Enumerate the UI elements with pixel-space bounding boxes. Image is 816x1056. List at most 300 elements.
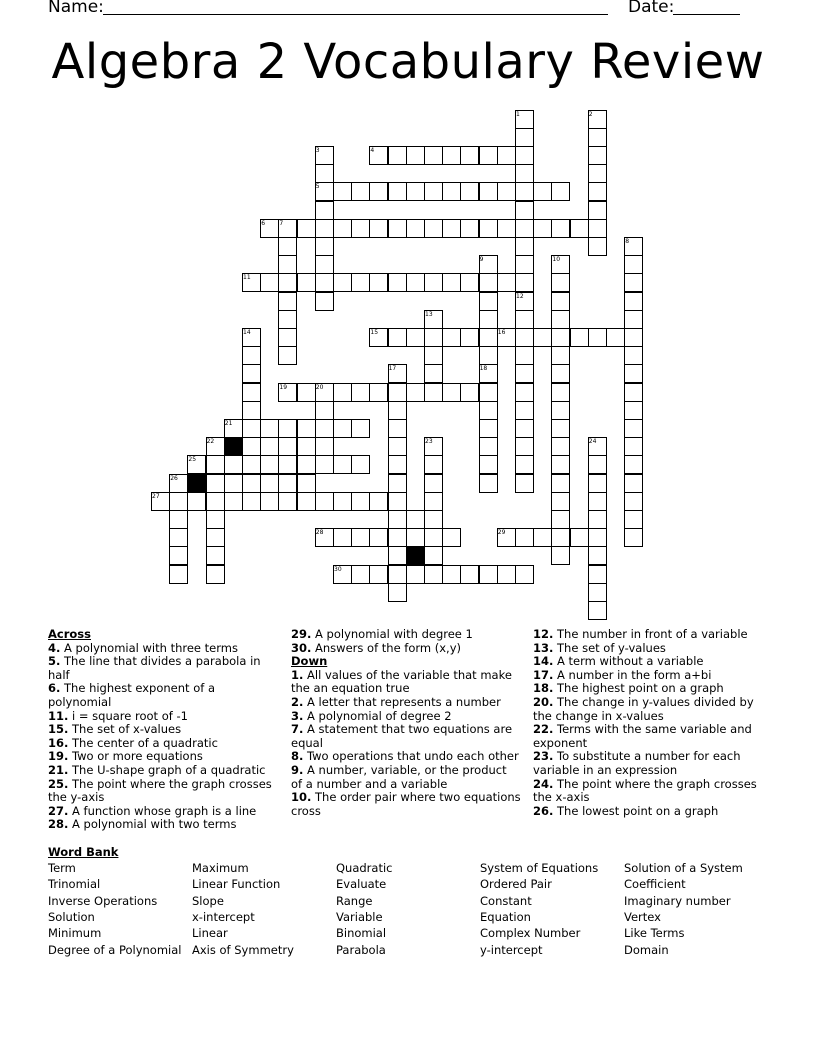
grid-cell[interactable] (497, 565, 516, 584)
grid-cell[interactable] (551, 528, 570, 547)
grid-cell[interactable] (187, 492, 206, 511)
grid-cell[interactable] (388, 565, 407, 584)
grid-cell[interactable] (369, 383, 388, 402)
grid-cell[interactable] (424, 383, 443, 402)
grid-cell[interactable] (333, 528, 352, 547)
grid-cell[interactable] (515, 474, 534, 493)
grid-cell[interactable] (242, 383, 261, 402)
grid-cell[interactable] (278, 346, 297, 365)
grid-cell[interactable] (315, 273, 334, 292)
grid-cell[interactable] (515, 383, 534, 402)
down-clue (533, 750, 758, 777)
grid-cell[interactable] (479, 455, 498, 474)
clue-number-18: 18 (479, 365, 488, 373)
grid-cell[interactable] (315, 164, 334, 183)
grid-cell[interactable] (442, 273, 461, 292)
grid-cell[interactable] (624, 255, 643, 274)
grid-cell[interactable] (406, 565, 425, 584)
clue-number: 3. (291, 708, 304, 723)
grid-cell[interactable] (351, 182, 370, 201)
grid-cell[interactable] (533, 182, 552, 201)
grid-cell[interactable] (369, 492, 388, 511)
grid-cell[interactable] (424, 273, 443, 292)
grid-cell[interactable] (169, 510, 188, 529)
grid-cell[interactable] (369, 528, 388, 547)
grid-cell[interactable] (278, 492, 297, 511)
grid-cell[interactable] (551, 474, 570, 493)
grid-cell[interactable] (551, 492, 570, 511)
clue-number-28: 28 (315, 529, 324, 537)
grid-cell[interactable] (624, 419, 643, 438)
grid-cell[interactable] (515, 528, 534, 547)
grid-cell[interactable] (388, 492, 407, 511)
clue-number-4: 4 (370, 146, 375, 154)
grid-cell[interactable] (260, 437, 279, 456)
grid-cell[interactable] (570, 528, 589, 547)
word-bank-item: Maximum (192, 861, 249, 875)
grid-cell[interactable] (297, 474, 316, 493)
grid-cell[interactable] (588, 583, 607, 602)
clue-text: The set of y-values (553, 640, 666, 655)
grid-cell[interactable] (242, 419, 261, 438)
grid-cell[interactable] (497, 219, 516, 238)
grid-cell[interactable] (606, 328, 625, 347)
clues-column-2 (291, 628, 521, 818)
word-bank-item: Complex Number (480, 926, 581, 941)
grid-cell[interactable] (588, 474, 607, 493)
grid-cell[interactable] (278, 292, 297, 311)
grid-cell[interactable] (515, 328, 534, 347)
grid-cell[interactable] (588, 492, 607, 511)
grid-cell[interactable] (624, 383, 643, 402)
grid-cell[interactable] (551, 401, 570, 420)
grid-cell[interactable] (297, 455, 316, 474)
grid-cell[interactable] (515, 237, 534, 256)
grid-cell[interactable] (624, 455, 643, 474)
grid-cell[interactable] (624, 273, 643, 292)
word-bank-item: Linear Function (192, 877, 281, 892)
grid-cell[interactable] (315, 419, 334, 438)
grid-cell[interactable] (479, 437, 498, 456)
grid-cell[interactable] (588, 528, 607, 547)
clue-number: 20. (533, 694, 554, 709)
grid-cell[interactable] (278, 273, 297, 292)
grid-cell[interactable] (278, 419, 297, 438)
grid-cell[interactable] (515, 565, 534, 584)
clue-text: The highest exponent of a polynomial (48, 681, 215, 709)
grid-cell[interactable] (624, 346, 643, 365)
grid-cell[interactable] (588, 128, 607, 147)
grid-cell[interactable] (624, 310, 643, 329)
grid-cell[interactable] (460, 565, 479, 584)
grid-cell[interactable] (351, 219, 370, 238)
word-bank-item: Term (48, 861, 76, 875)
grid-cell[interactable] (515, 128, 534, 147)
grid-cell[interactable] (206, 546, 225, 565)
grid-cell[interactable] (351, 419, 370, 438)
grid-cell[interactable] (333, 219, 352, 238)
grid-cell[interactable] (515, 364, 534, 383)
grid-cell[interactable] (424, 492, 443, 511)
grid-cell[interactable] (333, 419, 352, 438)
grid-cell[interactable] (442, 182, 461, 201)
grid-cell[interactable] (479, 565, 498, 584)
grid-cell[interactable] (406, 146, 425, 165)
grid-cell[interactable] (278, 474, 297, 493)
grid-cell[interactable] (551, 273, 570, 292)
grid-cell[interactable] (278, 437, 297, 456)
grid-cell[interactable] (551, 437, 570, 456)
grid-cell[interactable] (388, 546, 407, 565)
grid-cell[interactable] (242, 346, 261, 365)
grid-cell[interactable] (479, 310, 498, 329)
grid-cell[interactable] (315, 237, 334, 256)
grid-cell[interactable] (333, 273, 352, 292)
across-clue (48, 818, 273, 832)
grid-cell[interactable] (624, 528, 643, 547)
grid-cell[interactable] (388, 455, 407, 474)
grid-cell[interactable] (224, 455, 243, 474)
grid-cell[interactable] (297, 492, 316, 511)
grid-cell[interactable] (588, 546, 607, 565)
grid-cell[interactable] (624, 292, 643, 311)
clue-number: 4. (48, 640, 61, 655)
grid-cell[interactable] (388, 528, 407, 547)
grid-cell[interactable] (369, 182, 388, 201)
word-bank-item: Vertex (624, 909, 661, 924)
grid-cell[interactable] (406, 328, 425, 347)
grid-cell[interactable] (588, 146, 607, 165)
grid-cell[interactable] (497, 182, 516, 201)
grid-cell[interactable] (388, 328, 407, 347)
grid-cell[interactable] (242, 474, 261, 493)
grid-cell[interactable] (297, 273, 316, 292)
clue-number: 24. (533, 776, 554, 791)
grid-cell[interactable] (551, 310, 570, 329)
grid-cell[interactable] (624, 364, 643, 383)
grid-cell[interactable] (424, 455, 443, 474)
clue-text: To substitute a number for each variable in an expression (533, 749, 741, 777)
grid-cell[interactable] (624, 328, 643, 347)
grid-cell[interactable] (315, 492, 334, 511)
grid-cell[interactable] (515, 273, 534, 292)
grid-cell[interactable] (479, 346, 498, 365)
grid-cell[interactable] (369, 219, 388, 238)
grid-cell[interactable] (515, 255, 534, 274)
grid-cell[interactable] (551, 182, 570, 201)
grid-cell[interactable] (588, 182, 607, 201)
grid-cell[interactable] (551, 328, 570, 347)
grid-cell[interactable] (169, 546, 188, 565)
down-clue (533, 669, 758, 683)
clue-number-27: 27 (152, 492, 160, 500)
grid-cell[interactable] (424, 474, 443, 493)
clue-text: Two or more equations (68, 749, 203, 764)
word-bank-item: Coefficient (624, 877, 686, 892)
grid-cell[interactable] (479, 419, 498, 438)
grid-cell[interactable] (315, 201, 334, 220)
grid-cell[interactable] (278, 255, 297, 274)
word-bank-item: Imaginary number (624, 893, 731, 908)
grid-cell[interactable] (406, 219, 425, 238)
grid-cell[interactable] (297, 419, 316, 438)
grid-cell[interactable] (515, 146, 534, 165)
grid-cell[interactable] (533, 528, 552, 547)
grid-cell[interactable] (351, 273, 370, 292)
grid-cell[interactable] (460, 182, 479, 201)
grid-cell[interactable] (588, 328, 607, 347)
grid-cell[interactable] (460, 383, 479, 402)
grid-cell[interactable] (479, 146, 498, 165)
clue-number: 7. (291, 722, 304, 737)
clue-text: All values of the variable that make the an equation true (291, 667, 512, 696)
grid-cell[interactable] (406, 273, 425, 292)
grid-cell[interactable] (278, 455, 297, 474)
word-bank-item: Variable (336, 909, 383, 924)
clue-number-3: 3 (315, 146, 320, 154)
grid-cell[interactable] (515, 346, 534, 365)
grid-cell[interactable] (351, 492, 370, 511)
grid-cell[interactable] (388, 219, 407, 238)
grid-cell[interactable] (624, 492, 643, 511)
grid-cell[interactable] (206, 492, 225, 511)
grid-cell[interactable] (206, 510, 225, 529)
grid-cell[interactable] (260, 455, 279, 474)
grid-cell[interactable] (333, 182, 352, 201)
grid-cell[interactable] (388, 273, 407, 292)
word-bank-item: Range (336, 893, 373, 908)
grid-cell[interactable] (206, 565, 225, 584)
grid-cell[interactable] (388, 583, 407, 602)
grid-cell[interactable] (588, 565, 607, 584)
grid-cell[interactable] (351, 455, 370, 474)
grid-cell[interactable] (242, 437, 261, 456)
grid-cell[interactable] (369, 565, 388, 584)
grid-cell[interactable] (424, 182, 443, 201)
grid-cell[interactable] (551, 364, 570, 383)
grid-cell[interactable] (315, 401, 334, 420)
grid-cell[interactable] (588, 237, 607, 256)
grid-cell[interactable] (551, 346, 570, 365)
grid-cell[interactable] (515, 164, 534, 183)
grid-cell[interactable] (242, 401, 261, 420)
grid-cell[interactable] (460, 328, 479, 347)
grid-cell[interactable] (479, 273, 498, 292)
across-clue (291, 628, 521, 642)
grid-cell[interactable] (497, 146, 516, 165)
down-clue (533, 655, 758, 669)
grid-cell[interactable] (515, 419, 534, 438)
across-clues-column-1 (48, 628, 273, 832)
grid-cell[interactable] (424, 510, 443, 529)
grid-cell[interactable] (424, 328, 443, 347)
name-label: Name: (48, 0, 104, 17)
grid-cell[interactable] (624, 437, 643, 456)
grid-cell[interactable] (260, 492, 279, 511)
grid-cell[interactable] (388, 401, 407, 420)
grid-cell[interactable] (588, 164, 607, 183)
grid-cell[interactable] (460, 273, 479, 292)
clue-number-20: 20 (315, 383, 324, 391)
grid-cell[interactable] (315, 437, 334, 456)
grid-cell[interactable] (333, 492, 352, 511)
grid-cell[interactable] (315, 455, 334, 474)
grid-cell[interactable] (315, 292, 334, 311)
grid-cell[interactable] (479, 328, 498, 347)
grid-cell[interactable] (588, 201, 607, 220)
grid-cell[interactable] (206, 455, 225, 474)
grid-cell[interactable] (406, 528, 425, 547)
across-clue (48, 750, 273, 764)
grid-cell[interactable] (551, 419, 570, 438)
grid-cell[interactable] (588, 510, 607, 529)
grid-cell[interactable] (278, 237, 297, 256)
word-bank-item: Trinomial (48, 877, 101, 892)
grid-cell[interactable] (515, 182, 534, 201)
grid-cell[interactable] (206, 528, 225, 547)
grid-cell[interactable] (479, 401, 498, 420)
grid-cell[interactable] (424, 546, 443, 565)
word-bank-item: System of Equations (480, 861, 599, 875)
grid-cell[interactable] (242, 455, 261, 474)
grid-cell[interactable] (551, 546, 570, 565)
grid-cell[interactable] (570, 328, 589, 347)
clue-text: Terms with the same variable and exponent (533, 722, 752, 750)
grid-cell[interactable] (297, 383, 316, 402)
clue-number: 26. (533, 803, 554, 818)
grid-cell[interactable] (388, 383, 407, 402)
clue-text: A polynomial with two terms (68, 817, 237, 832)
grid-cell[interactable] (260, 474, 279, 493)
clue-number-24: 24 (588, 438, 597, 446)
clue-number-30: 30 (334, 565, 342, 573)
grid-cell[interactable] (515, 437, 534, 456)
grid-cell[interactable] (442, 528, 461, 547)
grid-cell[interactable] (169, 492, 188, 511)
clue-text: The point where the graph crosses the y-axis (48, 776, 272, 805)
grid-cell[interactable] (551, 455, 570, 474)
grid-cell[interactable] (479, 474, 498, 493)
across-clue (48, 710, 273, 724)
grid-cell[interactable] (588, 601, 607, 620)
grid-cell[interactable] (424, 219, 443, 238)
clue-number: 22. (533, 722, 554, 737)
grid-cell[interactable] (479, 292, 498, 311)
word-bank-item: Domain (624, 942, 669, 957)
grid-cell[interactable] (424, 346, 443, 365)
clue-number: 2. (291, 694, 304, 709)
grid-cell[interactable] (515, 201, 534, 220)
grid-cell[interactable] (624, 510, 643, 529)
grid-cell[interactable] (388, 419, 407, 438)
word-bank-item: Ordered Pair (480, 877, 552, 892)
grid-cell[interactable] (315, 219, 334, 238)
grid-cell[interactable] (442, 328, 461, 347)
grid-cell[interactable] (442, 565, 461, 584)
grid-cell[interactable] (315, 255, 334, 274)
grid-cell[interactable] (224, 492, 243, 511)
grid-cell[interactable] (479, 383, 498, 402)
clue-text: The change in y-values divided by the change in x-values (533, 694, 754, 723)
across-clue (48, 723, 273, 737)
down-clue (291, 696, 521, 710)
grid-cell[interactable] (388, 474, 407, 493)
clue-text: A number in the form a+bi (553, 667, 712, 682)
grid-cell[interactable] (206, 474, 225, 493)
grid-cell[interactable] (551, 292, 570, 311)
grid-cell[interactable] (570, 219, 589, 238)
grid-cell[interactable] (533, 328, 552, 347)
grid-cell[interactable] (333, 455, 352, 474)
grid-cell[interactable] (624, 474, 643, 493)
grid-cell[interactable] (497, 273, 516, 292)
grid-cell[interactable] (533, 219, 552, 238)
grid-cell[interactable] (406, 510, 425, 529)
grid-cell[interactable] (442, 146, 461, 165)
grid-cell[interactable] (424, 528, 443, 547)
grid-cell[interactable] (624, 401, 643, 420)
grid-cell[interactable] (333, 383, 352, 402)
grid-cell[interactable] (406, 182, 425, 201)
word-bank (48, 845, 743, 957)
grid-cell[interactable] (515, 219, 534, 238)
grid-cell[interactable] (460, 146, 479, 165)
grid-cell[interactable] (242, 492, 261, 511)
down-heading: Down (291, 654, 328, 669)
grid-cell[interactable] (515, 455, 534, 474)
grid-cell[interactable] (351, 383, 370, 402)
grid-cell[interactable] (369, 273, 388, 292)
grid-cell[interactable] (278, 328, 297, 347)
grid-cell[interactable] (479, 219, 498, 238)
grid-cell[interactable] (588, 455, 607, 474)
word-bank-item: Inverse Operations (48, 893, 158, 908)
grid-cell[interactable] (442, 219, 461, 238)
grid-cell[interactable] (351, 565, 370, 584)
grid-cell[interactable] (388, 510, 407, 529)
grid-cell[interactable] (442, 383, 461, 402)
grid-cell[interactable] (588, 219, 607, 238)
grid-cell[interactable] (515, 401, 534, 420)
grid-cell[interactable] (424, 146, 443, 165)
grid-cell[interactable] (388, 146, 407, 165)
clue-number-17: 17 (388, 365, 397, 373)
grid-cell[interactable] (424, 364, 443, 383)
down-clue (291, 669, 521, 696)
grid-cell[interactable] (551, 219, 570, 238)
grid-cell[interactable] (169, 528, 188, 547)
grid-cell[interactable] (224, 474, 243, 493)
grid-cell[interactable] (551, 510, 570, 529)
grid-cell[interactable] (260, 273, 279, 292)
grid-cell[interactable] (424, 565, 443, 584)
grid-cell[interactable] (297, 437, 316, 456)
grid-cell[interactable] (278, 310, 297, 329)
grid-cell[interactable] (460, 219, 479, 238)
grid-cell[interactable] (406, 383, 425, 402)
grid-cell[interactable] (515, 310, 534, 329)
grid-cell[interactable] (297, 219, 316, 238)
clue-number-25: 25 (188, 456, 197, 464)
grid-cell[interactable] (351, 528, 370, 547)
grid-cell[interactable] (388, 437, 407, 456)
grid-cell[interactable] (169, 565, 188, 584)
grid-cell[interactable] (242, 364, 261, 383)
grid-cell[interactable] (260, 419, 279, 438)
grid-cell[interactable] (388, 182, 407, 201)
grid-cell[interactable] (551, 383, 570, 402)
grid-cell[interactable] (479, 182, 498, 201)
